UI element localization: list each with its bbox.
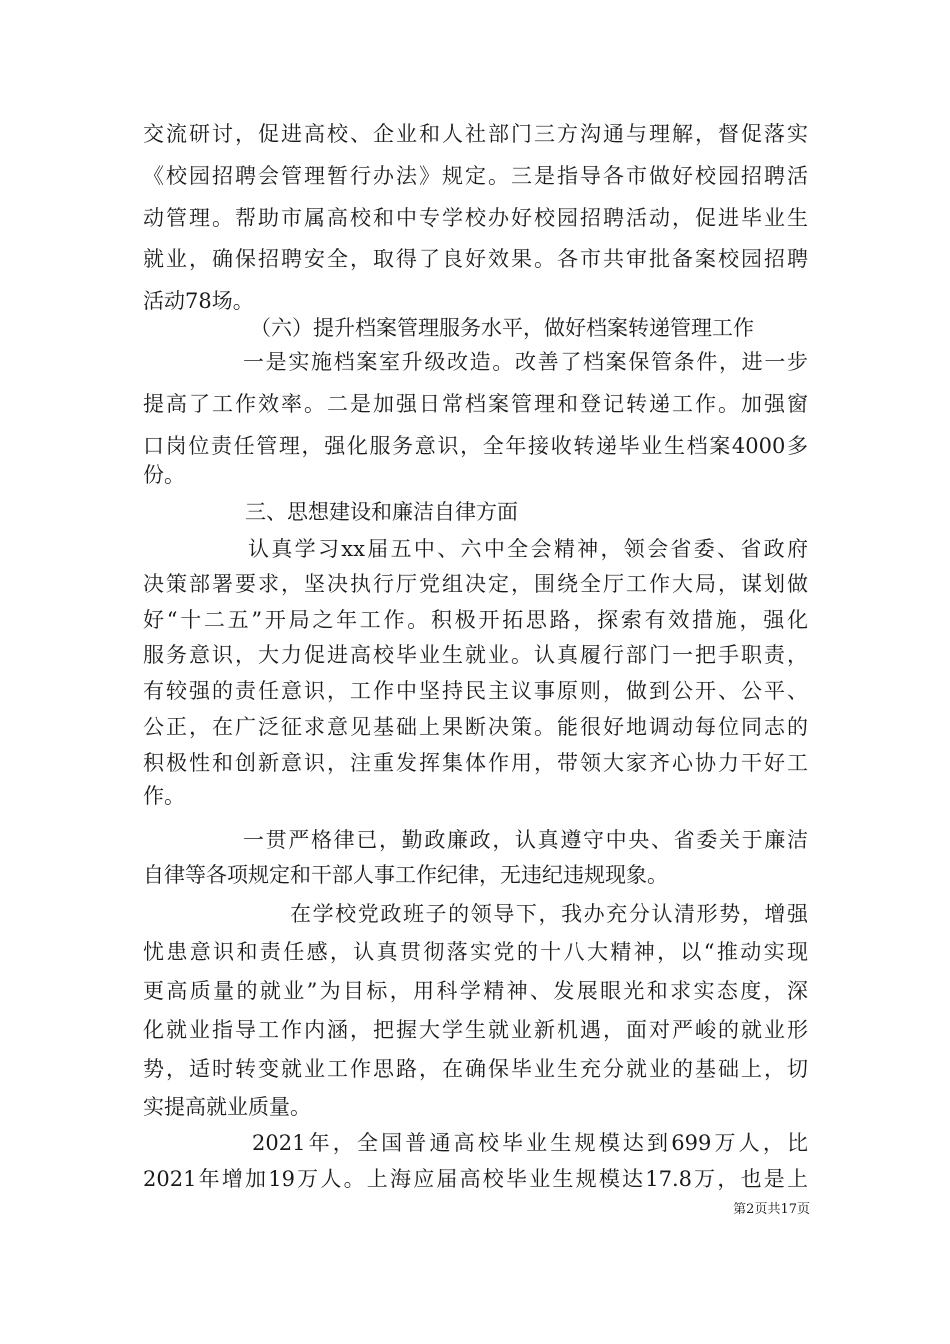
paragraph-line: 就业，确保招聘安全，取得了良好效果。各市共审批备案校园招聘 [143, 247, 808, 271]
section-heading: 三、思想建设和廉洁自律方面 [245, 500, 518, 524]
page-footer: 第2页共17页 [733, 1202, 810, 1217]
paragraph-line: 2021年增加19万人。上海应届高校毕业生规模达17.8万，也是上 [143, 1167, 808, 1191]
paragraph-line: 《校园招聘会管理暂行办法》规定。三是指导各市做好校园招聘活 [143, 164, 808, 188]
section-heading: （六）提升档案管理服务水平，做好档案转递管理工作 [250, 316, 754, 340]
paragraph-line: 动管理。帮助市属高校和中专学校办好校园招聘活动，促进毕业生 [143, 206, 808, 230]
paragraph-line: 积极性和创新意识，注重发挥集体作用，带领大家齐心协力干好工 [143, 751, 808, 775]
paragraph-line: 活动78场。 [143, 289, 254, 313]
paragraph-line: 自律等各项规定和干部人事工作纪律，无违纪违规现象。 [143, 863, 668, 887]
paragraph-line: 公正，在广泛征求意见基础上果断决策。能很好地调动每位同志的 [143, 715, 808, 739]
paragraph-line: 忧患意识和责任感，认真贯彻落实党的十八大精神，以“推动实现 [143, 940, 808, 964]
paragraph-line: 好“十二五”开局之年工作。积极开拓思路，探索有效措施，强化 [143, 608, 808, 632]
paragraph-line: 作。 [143, 784, 185, 808]
paragraph-line: 提高了工作效率。二是加强日常档案管理和登记转递工作。加强窗 [143, 392, 808, 416]
paragraph-line: 决策部署要求，坚决执行厅党组决定，围绕全厅工作大局，谋划做 [143, 572, 808, 596]
paragraph-line: 在学校党政班子的领导下，我办充分认清形势，增强 [290, 902, 808, 926]
paragraph-line: 口岗位责任管理，强化服务意识，全年接收转递毕业生档案4000多 [143, 434, 808, 458]
paragraph-line: 认真学习xx届五中、六中全会精神，领会省委、省政府 [248, 537, 808, 561]
paragraph-line: 更高质量的就业”为目标，用科学精神、发展眼光和求实态度，深 [143, 979, 808, 1003]
paragraph-line: 势，适时转变就业工作思路，在确保毕业生充分就业的基础上，切 [143, 1057, 808, 1081]
paragraph-line: 服务意识，大力促进高校毕业生就业。认真履行部门一把手职责， [143, 643, 808, 667]
paragraph-line: 化就业指导工作内涵，把握大学生就业新机遇，面对严峻的就业形 [143, 1018, 808, 1042]
paragraph-line: 一贯严格律已，勤政廉政，认真遵守中央、省委关于廉洁 [243, 828, 808, 852]
paragraph-line: 有较强的责任意识，工作中坚持民主议事原则，做到公开、公平、 [143, 679, 808, 703]
paragraph-line: 2021年，全国普通高校毕业生规模达到699万人，比 [252, 1131, 808, 1155]
paragraph-line: 份。 [143, 463, 185, 487]
paragraph-line: 一是实施档案室升级改造。改善了档案保管条件，进一步 [243, 350, 808, 374]
paragraph-line: 实提高就业质量。 [143, 1095, 311, 1119]
paragraph-line: 交流研讨，促进高校、企业和人社部门三方沟通与理解，督促落实 [143, 122, 808, 146]
